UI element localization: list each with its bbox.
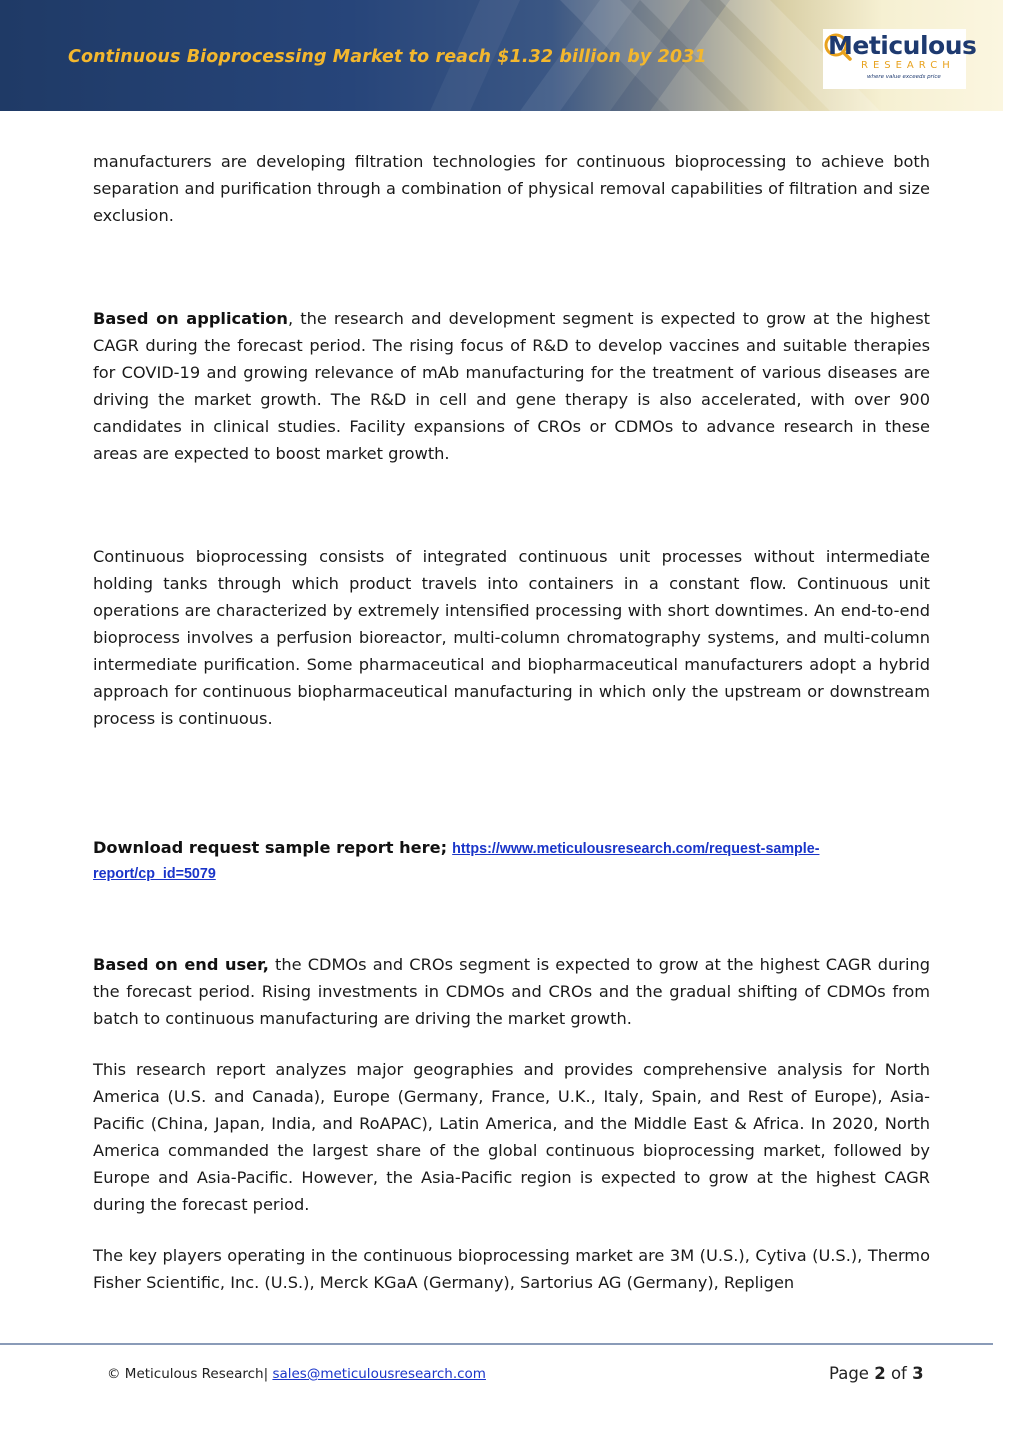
paragraph-text: The key players operating in the continuous bioprocessing market are 3M (U.S.), Cytiva (U.S.), Thermo Fisher Scientific, Inc. (U.S.), Merck KGaA (Germany), Sartorius AG (Germany), Repligen bbox=[93, 1246, 930, 1292]
paragraph-text bbox=[93, 951, 930, 1032]
paragraph-body: , the research and development segment is expected to grow at the highest CAGR during the forecast period. The rising focus of R&D to develop vaccines and suitable therapies for COVID-19 and growing relevance of mAb manufacturing for the treatment of various diseases are driving the market growth. The R&D in cell and gene therapy is also accelerated, with over 900 candidates in clinical studies. Facility expansions of CROs or CDMOs to advance research in these areas are expected to boost market growth. bbox=[93, 309, 930, 463]
paragraph-lead: Based on application bbox=[93, 309, 288, 328]
paragraph-filtration bbox=[93, 148, 930, 229]
logo-tagline: where value exceeds price bbox=[867, 74, 941, 80]
logo-subtitle: RESEARCH bbox=[861, 60, 955, 71]
paragraph-text: Continuous bioprocessing consists of integrated continuous unit processes without intermediate holding tanks through which product travels into containers in a constant flow. Continuous unit operations are characterized by extremely intensified processing with short downtimes. An end-to-end bioprocess involves a perfusion bioreactor, multi-column chromatography systems, and multi-column intermediate purification. Some pharmaceutical and biopharmaceutical manufacturers adopt a hybrid approach for continuous biopharmaceutical manufacturing in which only the upstream or downstream process is continuous. bbox=[93, 547, 930, 728]
paragraph-text: manufacturers are developing filtration technologies for continuous bioprocessing to achieve both separation and purification through a combination of physical removal capabilities of filtration and size exclusion. bbox=[93, 152, 930, 225]
paragraph-text: This research report analyzes major geographies and provides comprehensive analysis for North America (U.S. and Canada), Europe (Germany, France, U.K., Italy, Spain, and Rest of Europe), Asia-Pacific (China, Japan, India, and RoAPAC), Latin America, and the Middle East & Africa. In 2020, North America commanded the largest share of the global continuous bioprocessing market, followed by Europe and Asia-Pacific. However, the Asia-Pacific region is expected to grow at the highest CAGR during the forecast period. bbox=[93, 1060, 930, 1214]
paragraph-end-user bbox=[93, 951, 930, 1032]
paragraph-continuous bbox=[93, 543, 930, 732]
page-total: 3 bbox=[912, 1364, 924, 1383]
meticulous-research-logo bbox=[823, 29, 977, 89]
paragraph-body: the CDMOs and CROs segment is expected to grow at the highest CAGR during the forecast period. Rising investments in CDMOs and CROs and the gradual shifting of CDMOs from batch to continuous manufacturing are driving the market growth. bbox=[93, 955, 930, 1028]
copyright-text: © Meticulous Research| bbox=[107, 1366, 269, 1382]
document-title: Continuous Bioprocessing Market to reach $1.32 billion by 2031 bbox=[68, 47, 707, 67]
paragraph-geographies bbox=[93, 1056, 930, 1218]
page-of: of bbox=[890, 1364, 907, 1383]
footer-copyright bbox=[107, 1366, 486, 1382]
download-sample-link[interactable]: https://www.meticulousresearch.com/request-sample-report/cp_id=5079 bbox=[93, 841, 820, 882]
header-banner bbox=[0, 0, 1003, 111]
paragraph-key-players bbox=[93, 1242, 930, 1296]
logo-word: Meticulous bbox=[828, 31, 977, 60]
page-number bbox=[829, 1364, 924, 1383]
page-word: Page bbox=[829, 1364, 869, 1383]
paragraph-application bbox=[93, 305, 930, 467]
download-sample bbox=[93, 836, 930, 886]
email-link[interactable]: sales@meticulousresearch.com bbox=[272, 1366, 486, 1382]
download-label: Download request sample report here; bbox=[93, 838, 448, 857]
paragraph-lead: Based on end user, bbox=[93, 955, 269, 974]
paragraph-text bbox=[93, 305, 930, 467]
footer-divider bbox=[0, 1343, 993, 1345]
page-current: 2 bbox=[874, 1364, 886, 1383]
